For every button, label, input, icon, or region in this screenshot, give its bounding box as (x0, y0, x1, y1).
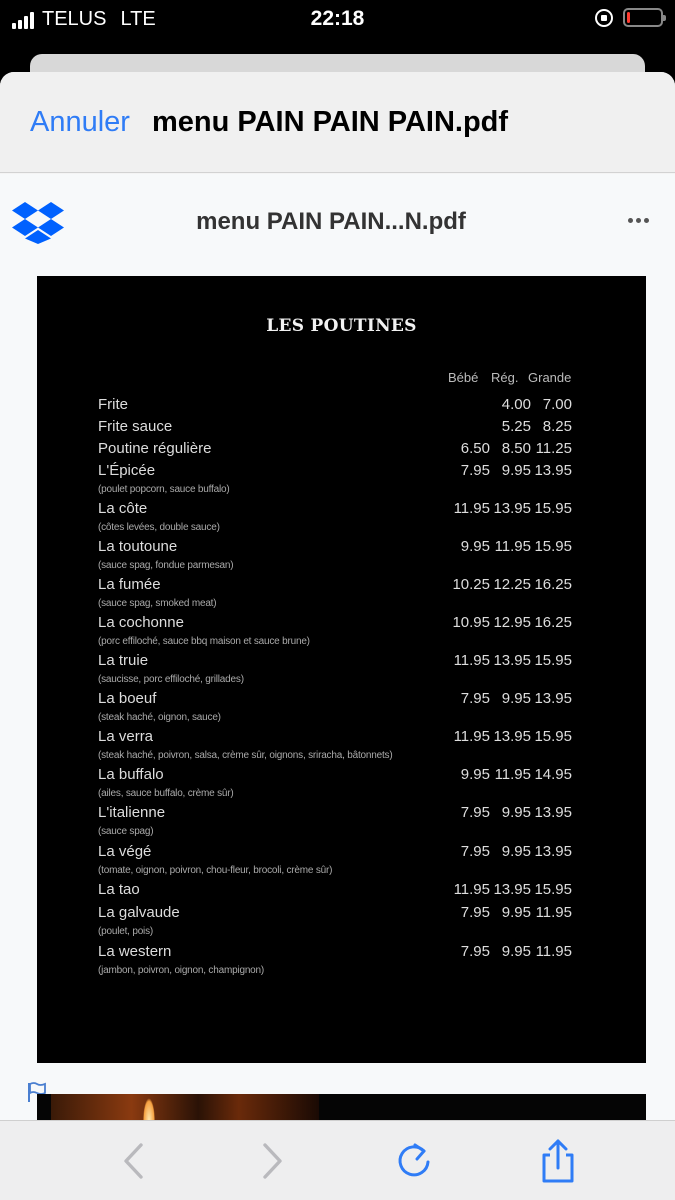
menu-item-description: (poulet, pois) (98, 926, 154, 937)
menu-item-price: 16.25 (534, 576, 572, 593)
menu-item-description: (steak haché, oignon, sauce) (98, 712, 221, 723)
menu-item-price: 9.95 (501, 904, 531, 921)
reload-icon[interactable] (392, 1139, 436, 1183)
menu-item-name: La verra (98, 728, 154, 745)
menu-item-name: La végé (98, 843, 152, 860)
menu-item-price: 15.95 (534, 652, 572, 669)
column-header-bebe: Bébé (448, 370, 479, 385)
file-title: menu PAIN PAIN...N.pdf (196, 208, 466, 235)
menu-item-price: 12.95 (493, 614, 531, 631)
cancel-button[interactable]: Annuler (30, 106, 130, 138)
share-sheet (0, 72, 675, 1200)
menu-item-price: 7.95 (460, 943, 490, 960)
sheet-header (0, 72, 675, 173)
menu-item-price: 9.95 (460, 538, 490, 555)
menu-item-price: 13.95 (534, 690, 572, 707)
menu-item-price: 13.95 (534, 462, 572, 479)
menu-item-price: 11.95 (453, 500, 490, 517)
menu-item-price: 13.95 (493, 881, 531, 898)
menu-item-price: 16.25 (534, 614, 572, 631)
menu-item-price: 9.95 (501, 843, 531, 860)
menu-item-price: 11.95 (535, 943, 572, 960)
menu-item-name: La fumée (98, 576, 161, 593)
menu-title: LES POUTINES (266, 316, 417, 336)
menu-item-description: (sauce spag, smoked meat) (98, 598, 217, 609)
share-icon[interactable] (536, 1139, 580, 1183)
menu-item-name: Frite (98, 396, 128, 413)
menu-item-name: La western (98, 943, 172, 960)
status-bar (0, 0, 675, 40)
menu-item-description: (sauce spag) (98, 826, 154, 837)
menu-item-price: 8.25 (542, 418, 572, 435)
menu-item-price: 8.50 (501, 440, 531, 457)
menu-item-name: La tao (98, 881, 140, 898)
rotation-lock-icon (595, 9, 613, 27)
menu-item-price: 6.50 (460, 440, 490, 457)
menu-item-name: L'Épicée (98, 462, 156, 479)
battery-fill (627, 12, 630, 23)
menu-item-price: 11.95 (453, 652, 490, 669)
menu-item-price: 7.95 (460, 843, 490, 860)
menu-item-price: 7.95 (460, 690, 490, 707)
menu-item-price: 11.25 (535, 440, 572, 457)
menu-item-price: 11.95 (453, 728, 490, 745)
bottom-toolbar (0, 1120, 675, 1200)
network-label: LTE (120, 8, 156, 30)
menu-item-price: 15.95 (534, 881, 572, 898)
menu-item-price: 7.95 (460, 804, 490, 821)
menu-item-price: 9.95 (501, 462, 531, 479)
menu-item-price: 15.95 (534, 728, 572, 745)
more-icon[interactable] (628, 218, 649, 223)
menu-item-name: Frite sauce (98, 418, 173, 435)
chevron-left-icon[interactable] (112, 1139, 156, 1183)
menu-item-price: 13.95 (493, 728, 531, 745)
menu-item-description: (sauce spag, fondue parmesan) (98, 560, 234, 571)
menu-item-price: 7.95 (460, 904, 490, 921)
menu-item-description: (steak haché, poivron, salsa, crème sûr, oignons, sriracha, bâtonnets) (98, 750, 393, 761)
menu-item-price: 11.95 (453, 881, 490, 898)
menu-item-price: 13.95 (534, 843, 572, 860)
menu-item-name: La côte (98, 500, 148, 517)
column-header-reg: Rég. (491, 370, 519, 385)
status-right (595, 8, 663, 27)
menu-item-description: (tomate, oignon, poivron, chou-fleur, brocoli, crème sûr) (98, 865, 333, 876)
menu-item-description: (ailes, sauce buffalo, crème sûr) (98, 788, 234, 799)
status-time: 22:18 (310, 7, 365, 30)
menu-item-price: 11.95 (494, 766, 531, 783)
menu-item-description: (jambon, poivron, oignon, champignon) (98, 965, 265, 976)
menu-item-price: 9.95 (501, 943, 531, 960)
menu-item-name: La buffalo (98, 766, 164, 783)
menu-item-price: 9.95 (501, 804, 531, 821)
menu-item-description: (côtes levées, double sauce) (98, 522, 220, 533)
menu-item-price: 10.95 (452, 614, 490, 631)
menu-item-price: 13.95 (493, 652, 531, 669)
menu-item-price: 15.95 (534, 538, 572, 555)
menu-item-name: L'italienne (98, 804, 166, 821)
menu-item-description: (porc effiloché, sauce bbq maison et sauce brune) (98, 636, 310, 647)
menu-item-price: 12.25 (493, 576, 531, 593)
menu-item-price: 7.00 (542, 396, 572, 413)
menu-item-price: 9.95 (460, 766, 490, 783)
menu-item-price: 5.25 (501, 418, 531, 435)
menu-item-price: 11.95 (494, 538, 531, 555)
menu-item-name: La truie (98, 652, 149, 669)
menu-item-price: 15.95 (534, 500, 572, 517)
menu-item-price: 7.95 (460, 462, 490, 479)
menu-item-name: La toutoune (98, 538, 178, 555)
sheet-title: menu PAIN PAIN PAIN.pdf (152, 106, 509, 138)
menu-item-price: 4.00 (501, 396, 531, 413)
pdf-page[interactable] (37, 276, 646, 1063)
menu-item-price: 9.95 (501, 690, 531, 707)
carrier-label: TELUS (42, 8, 107, 30)
battery-icon (623, 8, 663, 27)
menu-item-price: 10.25 (452, 576, 490, 593)
menu-item-price: 13.95 (493, 500, 531, 517)
dropbox-viewer (0, 174, 675, 1120)
menu-item-price: 11.95 (535, 904, 572, 921)
menu-item-name: La boeuf (98, 690, 157, 707)
menu-item-description: (saucisse, porc effiloché, grillades) (98, 674, 244, 685)
chevron-right-icon[interactable] (250, 1139, 294, 1183)
menu-item-description: (poulet popcorn, sauce buffalo) (98, 484, 230, 495)
menu-item-price: 14.95 (534, 766, 572, 783)
menu-item-name: La galvaude (98, 904, 180, 921)
column-header-grande: Grande (528, 370, 572, 385)
menu-item-price: 13.95 (534, 804, 572, 821)
menu-item-name: Poutine régulière (98, 440, 212, 457)
menu-item-name: La cochonne (98, 614, 184, 631)
